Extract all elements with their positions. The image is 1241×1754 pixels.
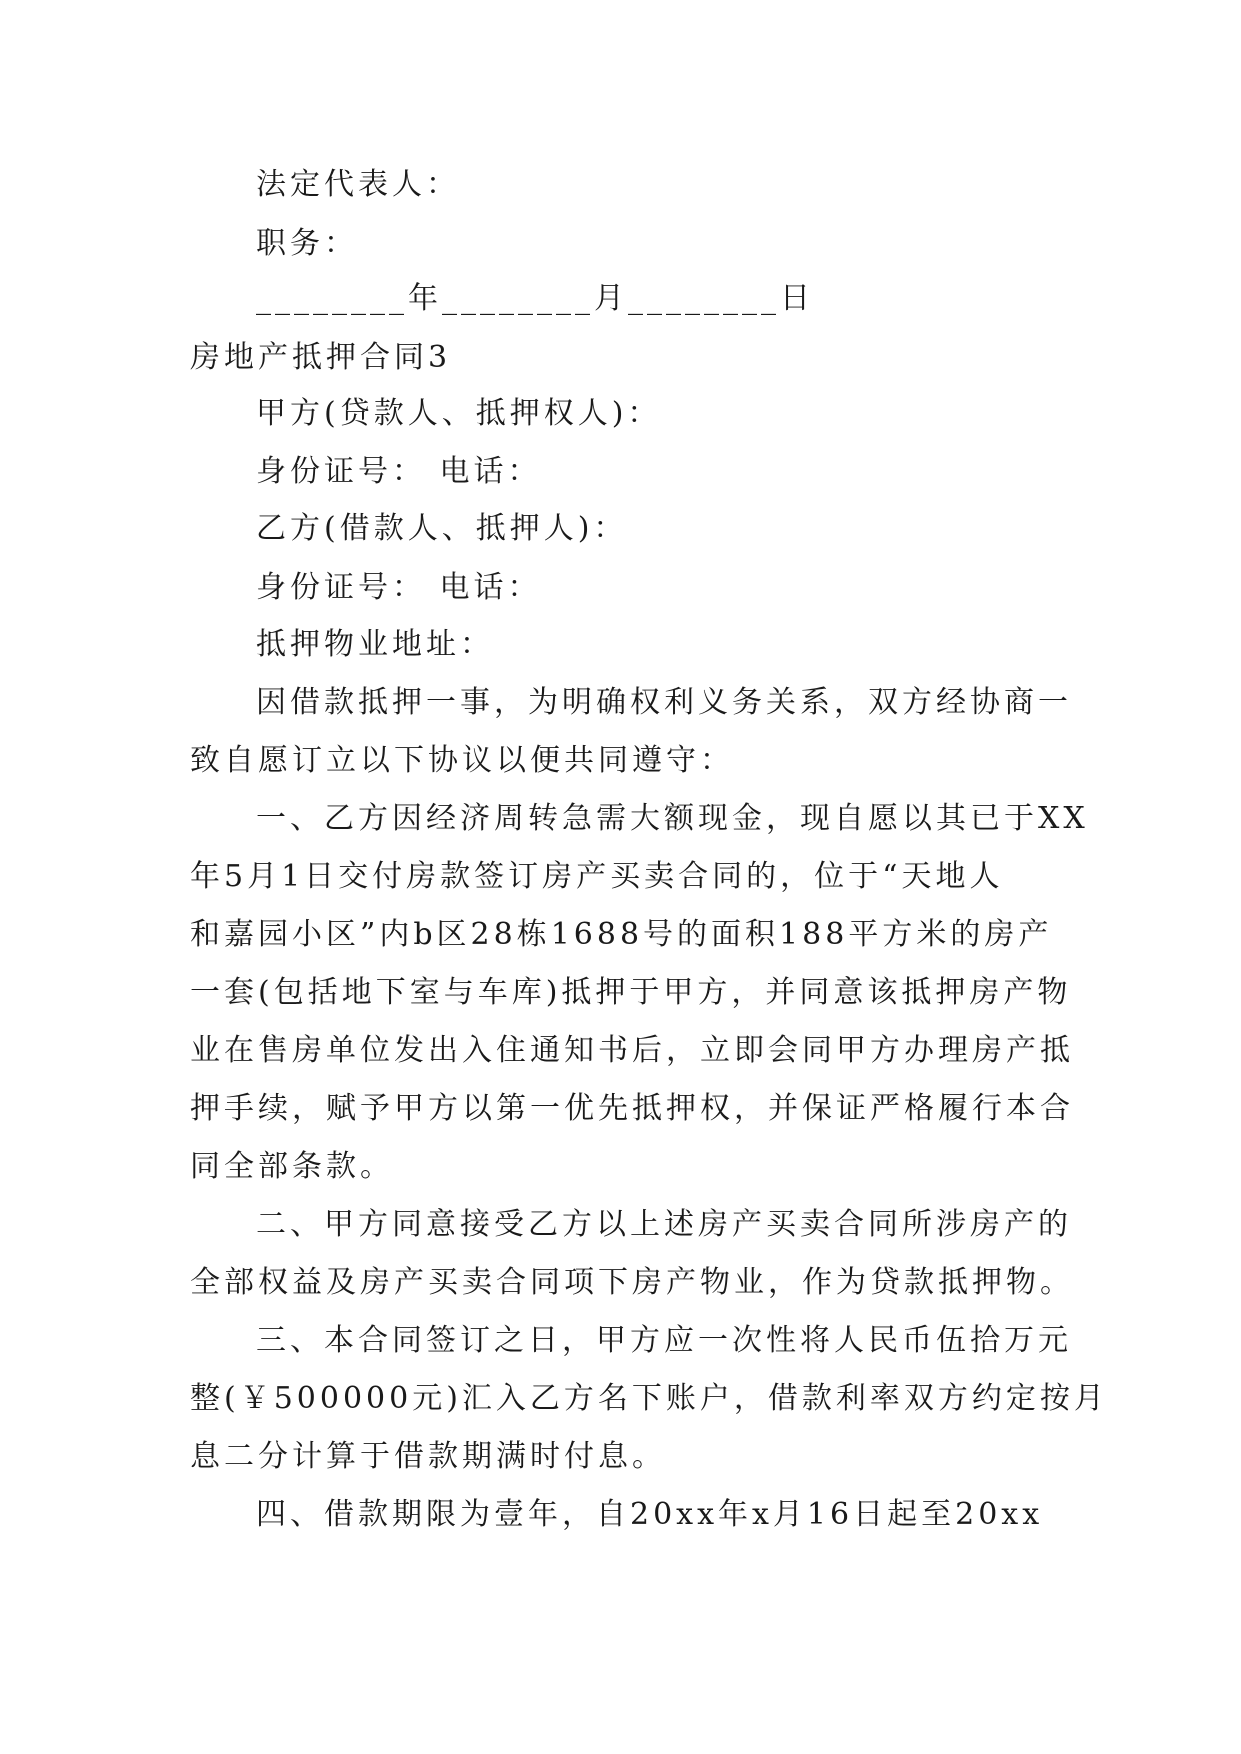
clause1-line-1: 一、乙方因经济周转急需大额现金，现自愿以其已于XX — [256, 801, 1089, 836]
clause3-line-3: 息二分计算于借款期满时付息。 — [190, 1439, 666, 1474]
clause3-line-2: 整(￥500000元)汇入乙方名下账户，借款利率双方约定按月 — [190, 1381, 1108, 1416]
signature-legal-representative: 法定代表人： — [256, 167, 460, 202]
signature-date: ________年________月________日 — [256, 281, 814, 316]
clause1-line-2: 年5月1日交付房款签订房产买卖合同的，位于“天地人 — [190, 859, 1004, 894]
clause1-line-7: 同全部条款。 — [190, 1149, 394, 1184]
clause3-line-1: 三、本合同签订之日，甲方应一次性将人民币伍拾万元 — [256, 1323, 1072, 1358]
intro-line-1: 因借款抵押一事，为明确权利义务关系，双方经协商一 — [256, 685, 1072, 720]
party-b-line: 乙方(借款人、抵押人)： — [256, 511, 628, 546]
clause2-line-2: 全部权益及房产买卖合同项下房产物业，作为贷款抵押物。 — [190, 1265, 1074, 1300]
clause1-line-3: 和嘉园小区”内b区28栋1688号的面积188平方米的房产 — [190, 917, 1053, 952]
party-a-line: 甲方(贷款人、抵押权人)： — [256, 396, 662, 431]
intro-line-2: 致自愿订立以下协议以便共同遵守： — [190, 743, 734, 778]
property-address: 抵押物业地址： — [256, 627, 494, 662]
signature-position: 职务： — [256, 226, 358, 261]
clause1-line-5: 业在售房单位发出入住通知书后，立即会同甲方办理房产抵 — [190, 1033, 1074, 1068]
party-b-id-phone: 身份证号： 电话： — [256, 570, 542, 605]
clause1-line-6: 押手续，赋予甲方以第一优先抵押权，并保证严格履行本合 — [190, 1091, 1074, 1126]
clause1-line-4: 一套(包括地下室与车库)抵押于甲方，并同意该抵押房产物 — [190, 975, 1072, 1010]
party-a-id-phone: 身份证号： 电话： — [256, 454, 542, 489]
clause2-line-1: 二、甲方同意接受乙方以上述房产买卖合同所涉房产的 — [256, 1207, 1072, 1242]
clause4-line-1: 四、借款期限为壹年，自20xx年x月16日起至20xx — [256, 1497, 1044, 1532]
contract-title: 房地产抵押合同3 — [190, 340, 452, 375]
